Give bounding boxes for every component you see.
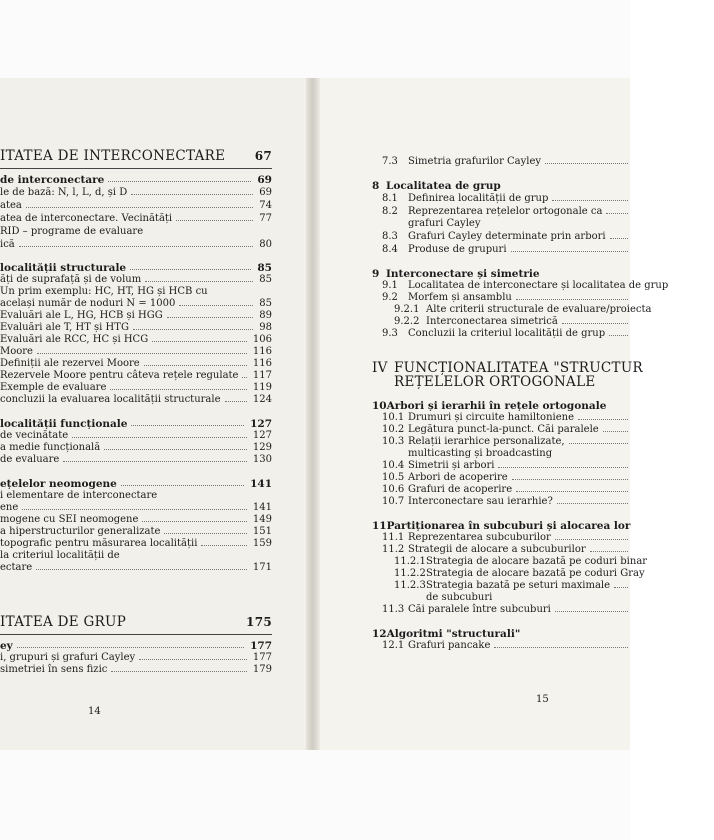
toc-entry-title: Produse de grupuri	[408, 244, 507, 255]
toc-entry-title: multicasting și broadcasting	[408, 448, 553, 459]
dot-leader	[36, 569, 247, 570]
toc-entry-page: 116	[252, 346, 272, 357]
dot-leader	[545, 163, 628, 164]
toc-entry-title: ITATEA DE INTERCONECTARE	[0, 148, 226, 164]
toc-entry-title: Interconectare sau ierarhie?	[408, 496, 553, 507]
toc-entry	[0, 310, 272, 322]
toc-entry-number: 8.4	[382, 244, 398, 255]
toc-entry-page: 89	[259, 310, 272, 321]
toc-entry-title: Drumuri și circuite hamiltoniene	[408, 412, 574, 423]
toc-entry	[0, 213, 272, 225]
dot-leader	[63, 461, 247, 462]
toc-entry	[382, 156, 702, 168]
toc-entry-title: Rezervele Moore pentru câteva rețele regulate	[0, 370, 239, 381]
toc-entry-title: Definiții ale rezervei Moore	[0, 358, 140, 369]
toc-entry-number: 9	[372, 268, 380, 280]
toc-entry-title: Reprezentarea rețelelor ortogonale ca	[408, 206, 603, 217]
toc-entry-page: 98	[259, 322, 272, 333]
toc-entry	[382, 231, 702, 243]
part-rule	[0, 634, 272, 635]
toc-entry	[0, 418, 272, 430]
toc-entry-title: Arbori de acoperire	[408, 472, 508, 483]
toc-entry-page: 85	[259, 298, 272, 309]
toc-entry-title: Definirea localității de grup	[408, 193, 549, 204]
toc-entry-title: Un prim exemplu: HC, HT, HG și HCB cu	[0, 286, 208, 297]
dot-leader	[516, 491, 628, 492]
page-number: 14	[88, 706, 101, 717]
toc-entry-title: a hiperstructurilor generalizate	[0, 526, 161, 537]
toc-entry-number: 11	[372, 520, 387, 532]
toc-entry-page: 116	[252, 358, 272, 369]
toc-entry	[0, 382, 272, 394]
toc-entry-title: de evaluare	[0, 454, 60, 465]
toc-entry-title: ITATEA DE GRUP	[0, 614, 127, 630]
toc-entry	[394, 304, 714, 316]
dot-leader	[142, 521, 246, 522]
toc-entry-page: 127	[252, 430, 272, 441]
toc-entry-title: RID – programe de evaluare	[0, 226, 144, 237]
toc-entry-title: i elementare de interconectare	[0, 490, 158, 501]
toc-entry-number: 8.3	[382, 231, 398, 242]
toc-entry	[0, 538, 272, 550]
toc-entry-page: 130	[252, 454, 272, 465]
dot-leader	[578, 419, 628, 420]
toc-entry	[372, 376, 692, 388]
dot-leader	[179, 305, 253, 306]
dot-leader	[555, 539, 628, 540]
toc-entry-page: 129	[252, 442, 272, 453]
dot-leader	[152, 341, 247, 342]
toc-entry-number: 7.3	[382, 156, 398, 167]
toc-entry-number: 10.2	[382, 424, 405, 435]
dot-leader	[569, 443, 628, 444]
toc-entry-number: 11.3	[382, 604, 405, 615]
toc-entry-number: 12.1	[382, 640, 405, 651]
toc-entry-title: Interconectarea simetrică	[426, 316, 558, 327]
toc-entry	[382, 436, 702, 448]
toc-entry-title: FUNCȚIONALITATEA "STRUCTUR	[394, 360, 644, 376]
toc-entry-title: Concluzii la criteriul localității de grup	[408, 328, 606, 339]
toc-entry-number: 8	[372, 180, 380, 192]
toc-entry-page: 69	[257, 174, 272, 186]
toc-entry	[0, 358, 272, 370]
toc-entry	[0, 664, 272, 676]
toc-entry	[394, 580, 714, 592]
toc-entry-page: 85	[259, 274, 272, 285]
toc-entry	[0, 478, 272, 490]
dot-leader	[72, 437, 247, 438]
toc-entry	[382, 544, 702, 556]
toc-entry-title: de subcuburi	[426, 592, 493, 603]
toc-entry-title: a medie funcțională	[0, 442, 101, 453]
toc-entry	[0, 286, 272, 298]
toc-entry-title: Grafuri Cayley determinate prin arbori	[408, 231, 606, 242]
toc-entry	[0, 526, 272, 538]
toc-entry-title: Interconectare și simetrie	[386, 268, 540, 280]
toc-entry-title: Simetria grafurilor Cayley	[408, 156, 542, 167]
toc-entry	[382, 496, 702, 508]
toc-entry-title: atea	[0, 200, 22, 211]
toc-entry	[0, 322, 272, 334]
toc-entry-number: 11.2.1	[394, 556, 426, 567]
toc-entry-title: simetriei în sens fizic	[0, 664, 108, 675]
dot-leader	[26, 207, 253, 208]
toc-entry-page: 177	[250, 640, 272, 652]
toc-entry	[394, 316, 714, 328]
toc-entry	[372, 520, 692, 532]
toc-entry-title: Evaluări ale RCC, HC și HCG	[0, 334, 149, 345]
dot-leader	[512, 479, 628, 480]
toc-entry	[372, 268, 692, 280]
toc-entry-page: 177	[252, 652, 272, 663]
toc-entry-page: 67	[254, 149, 272, 163]
dot-leader	[557, 503, 628, 504]
dot-leader	[131, 194, 253, 195]
part-rule	[0, 168, 272, 169]
book-gutter	[306, 78, 320, 750]
toc-entry	[0, 370, 272, 382]
dot-leader	[552, 200, 628, 201]
toc-entry-page: 175	[246, 615, 272, 629]
dot-leader	[110, 389, 247, 390]
toc-entry-page: 141	[250, 478, 272, 490]
toc-entry-title: de interconectare	[0, 174, 105, 186]
toc-entry-title: ețelelor neomogene	[0, 478, 117, 490]
toc-entry	[0, 640, 272, 652]
toc-entry-number: 9.2.1	[394, 304, 420, 315]
toc-entry-title: ectare	[0, 562, 33, 573]
toc-entry-title: Strategii de alocare a subcuburilor	[408, 544, 586, 555]
dot-leader	[603, 431, 628, 432]
toc-entry	[0, 346, 272, 358]
toc-entry	[0, 200, 272, 212]
right-page	[318, 78, 669, 750]
toc-entry-page: 171	[252, 562, 272, 573]
toc-entry-number: 9.3	[382, 328, 398, 339]
toc-entry	[394, 592, 714, 604]
toc-entry	[0, 514, 272, 526]
toc-entry	[382, 460, 702, 472]
dot-leader	[108, 181, 251, 182]
toc-entry-number: 11.2.3	[394, 580, 426, 591]
toc-entry	[382, 412, 702, 424]
dot-leader	[130, 269, 251, 270]
toc-entry-page: 80	[259, 239, 272, 250]
toc-entry-title: le de bază: N, l, L, d, și D	[0, 187, 128, 198]
toc-entry-number: 8.1	[382, 193, 398, 204]
toc-entry	[0, 454, 272, 466]
toc-entry	[0, 274, 272, 286]
toc-entry	[0, 442, 272, 454]
toc-entry-title: Localitatea de grup	[386, 180, 501, 192]
toc-entry-number: 10.7	[382, 496, 405, 507]
toc-entry-page: 141	[252, 502, 272, 513]
toc-entry-number: 10	[372, 400, 387, 412]
toc-entry-number: 9.2	[382, 292, 398, 303]
toc-entry-title: i, grupuri și grafuri Cayley	[0, 652, 136, 663]
dot-leader	[498, 467, 628, 468]
toc-entry	[394, 568, 714, 580]
toc-entry-title: Reprezentarea subcuburilor	[408, 532, 551, 543]
toc-entry-number: 12	[372, 628, 387, 640]
toc-entry	[382, 292, 702, 304]
toc-entry	[382, 640, 702, 652]
dot-leader	[164, 533, 246, 534]
dot-leader	[145, 281, 253, 282]
toc-entry-title: ey	[0, 640, 13, 652]
toc-entry-title: același număr de noduri N = 1000	[0, 298, 176, 309]
left-page	[0, 78, 310, 750]
toc-entry-title: topografic pentru măsurarea localității	[0, 538, 198, 549]
toc-entry-title: Moore	[0, 346, 33, 357]
dot-leader	[562, 323, 628, 324]
toc-entry-number: 10.6	[382, 484, 405, 495]
toc-entry-number: 9.1	[382, 280, 398, 291]
toc-entry-title: grafuri Cayley	[408, 218, 481, 229]
toc-entry-number: 10.5	[382, 472, 405, 483]
toc-entry-page: 149	[252, 514, 272, 525]
toc-entry-number: 10.1	[382, 412, 405, 423]
dot-leader	[176, 220, 253, 221]
toc-entry-number: 8.2	[382, 206, 398, 217]
toc-entry	[0, 174, 272, 186]
toc-entry	[372, 362, 692, 374]
toc-entry-page: 127	[250, 418, 272, 430]
toc-entry-page: 151	[252, 526, 272, 537]
toc-entry	[0, 616, 272, 628]
toc-entry-number: 11.2.2	[394, 568, 426, 579]
toc-entry	[382, 193, 702, 205]
toc-entry	[0, 502, 272, 514]
toc-entry-title: Evaluări ale L, HG, HCB și HGG	[0, 310, 163, 321]
toc-entry-number: 9.2.2	[394, 316, 420, 327]
dot-leader	[494, 647, 628, 648]
toc-entry	[382, 484, 702, 496]
toc-entry-page: 106	[252, 334, 272, 345]
dot-leader	[104, 449, 247, 450]
dot-leader	[111, 671, 247, 672]
dot-leader	[606, 213, 628, 214]
toc-entry	[372, 400, 692, 412]
toc-entry	[0, 239, 272, 251]
dot-leader	[201, 545, 247, 546]
toc-entry	[0, 298, 272, 310]
dot-leader	[131, 425, 244, 426]
toc-entry	[0, 562, 272, 574]
toc-entry	[382, 280, 702, 292]
toc-entry-title: Grafuri de acoperire	[408, 484, 513, 495]
toc-entry-title: REȚELELOR ORTOGONALE	[394, 374, 596, 390]
toc-entry-number: 10.4	[382, 460, 405, 471]
dot-leader	[22, 509, 247, 510]
toc-entry-title: Strategia bazată pe seturi maximale	[426, 580, 611, 591]
toc-entry-title: Arbori și ierarhii în rețele ortogonale	[386, 400, 607, 412]
toc-entry-title: Relații ierarhice personalizate,	[408, 436, 565, 447]
toc-entry-title: Alte criterii structurale de evaluare/proiecta	[426, 304, 652, 315]
toc-entry	[0, 262, 272, 274]
dot-leader	[516, 299, 628, 300]
toc-entry-title: atea de interconectare. Vecinătăți	[0, 213, 173, 224]
toc-entry-number: 11.2	[382, 544, 405, 555]
dot-leader	[17, 647, 244, 648]
toc-entry	[382, 448, 702, 460]
toc-entry-title: Exemple de evaluare	[0, 382, 107, 393]
toc-entry-title: mogene cu SEI neomogene	[0, 514, 139, 525]
toc-entry	[382, 424, 702, 436]
toc-entry-title: localității structurale	[0, 262, 127, 274]
toc-entry-number: IV	[372, 360, 388, 376]
dot-leader	[19, 246, 254, 247]
toc-entry	[382, 604, 702, 616]
toc-entry-title: Evaluări ale T, HT și HTG	[0, 322, 129, 333]
toc-entry-title: Localitatea de interconectare și localitatea de grup	[408, 280, 669, 291]
toc-entry	[382, 206, 702, 218]
toc-entry	[372, 628, 692, 640]
toc-entry-number: 10.3	[382, 436, 405, 447]
toc-entry	[0, 334, 272, 346]
toc-entry	[0, 394, 272, 406]
dot-leader	[144, 365, 247, 366]
toc-entry	[382, 472, 702, 484]
toc-entry-page: 179	[252, 664, 272, 675]
toc-entry-title: concluzii la evaluarea localității structurale	[0, 394, 221, 405]
toc-entry-page: 159	[252, 538, 272, 549]
dot-leader	[609, 335, 628, 336]
dot-leader	[139, 659, 247, 660]
toc-entry-title: Strategia de alocare bazată pe coduri Gray	[426, 568, 645, 579]
toc-entry	[382, 328, 702, 340]
toc-entry-page: 85	[257, 262, 272, 274]
dot-leader	[37, 353, 247, 354]
toc-entry-title: Legătura punct-la-punct. Căi paralele	[408, 424, 599, 435]
toc-entry-page: 69	[259, 187, 272, 198]
toc-entry-page: 77	[259, 213, 272, 224]
toc-entry-title: Algoritmi "structurali"	[386, 628, 521, 640]
toc-entry	[382, 532, 702, 544]
toc-entry-title: Strategia de alocare bazată pe coduri binar	[426, 556, 648, 567]
toc-entry-title: localității funcționale	[0, 418, 128, 430]
toc-entry	[372, 180, 692, 192]
toc-entry-number: 11.1	[382, 532, 405, 543]
toc-entry-title: Grafuri pancake	[408, 640, 491, 651]
toc-entry	[0, 490, 272, 502]
toc-entry-title: ene	[0, 502, 19, 513]
toc-entry	[0, 187, 272, 199]
page-number: 15	[536, 694, 549, 705]
toc-entry	[0, 430, 272, 442]
toc-entry-title: la criteriul localității de	[0, 550, 120, 561]
toc-entry	[394, 556, 714, 568]
dot-leader	[610, 238, 628, 239]
dot-leader	[242, 377, 246, 378]
dot-leader	[121, 485, 244, 486]
dot-leader	[614, 587, 628, 588]
toc-entry-page: 119	[252, 382, 272, 393]
toc-entry	[382, 244, 702, 256]
dot-leader	[590, 551, 628, 552]
toc-entry	[0, 550, 272, 562]
toc-entry-title: de vecinătate	[0, 430, 69, 441]
toc-entry-page: 124	[252, 394, 272, 405]
toc-entry-page: 117	[252, 370, 272, 381]
toc-entry-title: Partiționarea în subcuburi și alocarea lor	[386, 520, 631, 532]
dot-leader	[133, 329, 253, 330]
toc-entry	[0, 150, 272, 162]
dot-leader	[167, 317, 254, 318]
dot-leader	[225, 401, 247, 402]
toc-entry-title: Căi paralele între subcuburi	[408, 604, 551, 615]
toc-entry-page: 74	[259, 200, 272, 211]
toc-entry-title: ică	[0, 239, 15, 250]
toc-entry-title: Simetrii și arbori	[408, 460, 495, 471]
toc-entry	[0, 652, 272, 664]
toc-entry	[0, 226, 272, 238]
toc-entry-title: ăți de suprafață și de volum	[0, 274, 142, 285]
toc-entry-title: Morfem și ansamblu	[408, 292, 512, 303]
dot-leader	[511, 251, 628, 252]
dot-leader	[555, 611, 628, 612]
toc-entry	[382, 218, 702, 230]
